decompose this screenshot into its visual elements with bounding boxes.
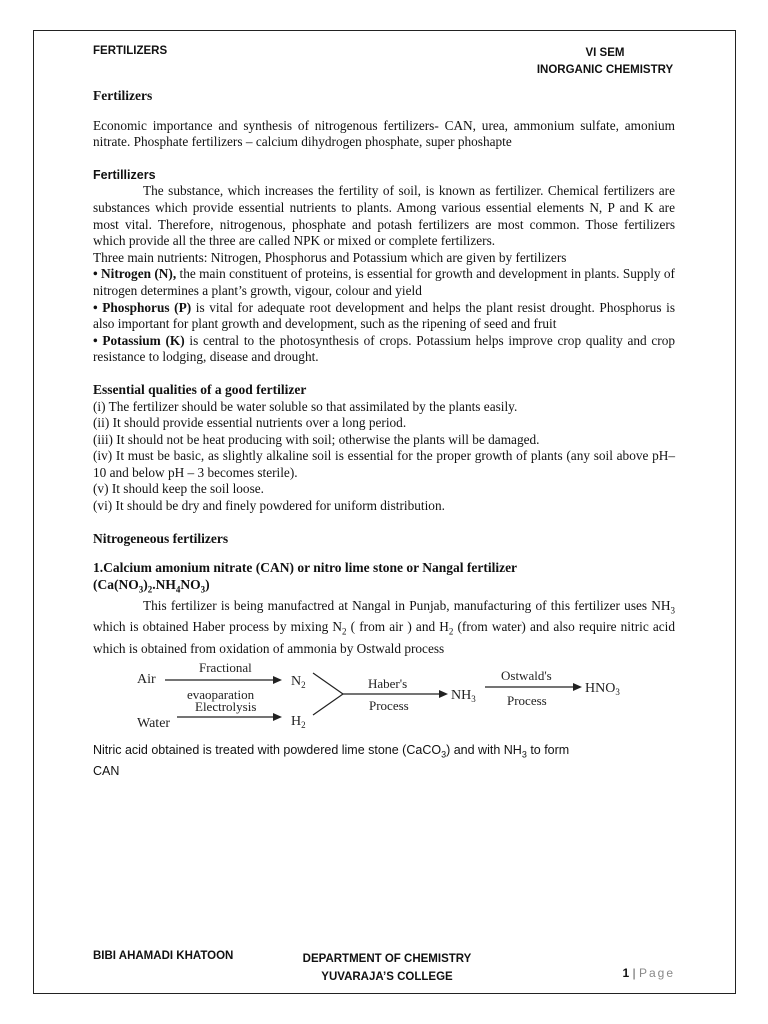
quality-item: (vi) It should be dry and finely powdered for uniform distribution. [93,498,445,514]
page-title: Fertilizers [93,88,153,103]
can-heading-line: 1.Calcium amonium nitrate (CAN) or nitro lime stone or Nangal fertilizer [93,560,518,576]
reaction-scheme-diagram [133,659,633,733]
quality-item: (iv) It must be basic, as slightly alkaline soil is essential for the proper growth of plants (any soil above pH– 10 and below pH – 3 becomes sterile). [93,448,675,480]
potassium-label: • Potassium (K) [93,332,185,348]
phosphorus-label: • Phosphorus (P) [93,299,192,315]
label-h2: $H_2$ [291,714,306,731]
potassium-paragraph [93,333,675,366]
header-right [535,45,675,79]
footer-author: BIBI AHAMADI KHATOON [93,950,234,962]
section-heading-fertilizers: Fertillizers [93,167,156,182]
quality-item: (i) The fertilizer should be water soluble so that assimilated by the plants easily. [93,398,518,414]
potassium-text: is central to the photosynthesis of crops. Potassium helps improve crop quality and crop resistance to lodging, disease and drought. [93,332,675,365]
document-body [93,88,675,780]
header-subject: INORGANIC CHEMISTRY [536,64,674,76]
label-process-2: Process [507,693,547,709]
phosphorus-paragraph [93,300,675,333]
label-process-1: Process [369,698,409,714]
label-electrolysis: Electrolysis [195,699,257,715]
section-heading-nitrogenous: Nitrogeneous fertilizers [93,530,229,546]
quality-item: (v) It should keep the soil loose. [93,481,264,497]
page-number: 1 | Page [622,966,675,980]
nutrients-line: Three main nutrients: Nitrogen, Phosphorus and Potassium which are given by fertilizers [93,249,567,265]
label-hno3: $HNO_3$ [585,681,620,698]
label-n2: $N_2$ [291,674,306,691]
label-evaporation: evaoparation [187,687,255,703]
footer-department: DEPARTMENT OF CHEMISTRY [302,953,472,965]
label-fractional: Fractional [199,660,252,676]
quality-item: (iii) It should not be heat producing with soil; otherwise the plants will be damaged. [93,431,540,447]
quality-item: (ii) It should provide essential nutrients over a long period. [93,415,407,431]
nitrogen-text: the main constituent of proteins, is essential for growth and development in plants. Supply of nitrogen determines a plant’s growth, vigour, colour and yield [93,266,675,298]
label-water: Water [137,716,171,732]
label-ostwald: Ostwald's [501,668,552,684]
section-heading-qualities: Essential qualities of a good fertilizer [93,381,307,397]
phosphorus-text: is vital for adequate root development and helps the plant resist drought. Phosphorus is also important for plant growth and development, such as the ripening of seed and fruit [93,299,675,332]
definition-paragraph: The substance, which increases the fertility of soil, is known as fertilizer. Chemical fertilizers are substances which provide essential nutrients to plants. Among various essential elements N, P and K are most vital. Therefore, nitrogenous, phosphate and potash fertilizers are most common. Those fertilizers which provide all the three are called NPK or mixed or complete fertilizers. [93,183,675,249]
can-paragraph: This fertilizer is being manufactred at Nangal in Punjab, manufacturing of this fertilizer uses $NH_3$ which is obtained Haber process by mixing $N_2$ ( from air ) and $H_2$ (from water) and also require nitric acid which is obtained from oxidation of ammonia by Ostwald process [93,598,675,656]
footer-college: YUVARAJA’S COLLEGE [321,971,453,983]
can-formula: $(Ca(NO_3)_2.NH_4NO_3)$ [93,576,210,595]
footer-institution [297,950,477,986]
can-heading [93,560,675,598]
final-paragraph: Nitric acid obtained is treated with powdered lime stone (CaCO$_3$) and with $NH_3$ to form CAN [93,743,570,779]
nitrogen-paragraph [93,266,675,299]
label-nh3: $NH_3$ [451,688,476,705]
nitrogen-label: • Nitrogen (N), [93,266,177,282]
reaction-scheme [93,659,675,733]
label-haber: Haber's [368,676,408,692]
header-semester: VI SEM [585,47,625,59]
header-left: FERTILIZERS [93,45,168,57]
intro-paragraph: Economic importance and synthesis of nitrogenous fertilizers- CAN, urea, ammonium sulfate, amonium nitrate. Phosphate fertilizers – calcium dihydrogen phosphate, super phoshapte [93,117,675,150]
label-air: Air [137,672,156,688]
